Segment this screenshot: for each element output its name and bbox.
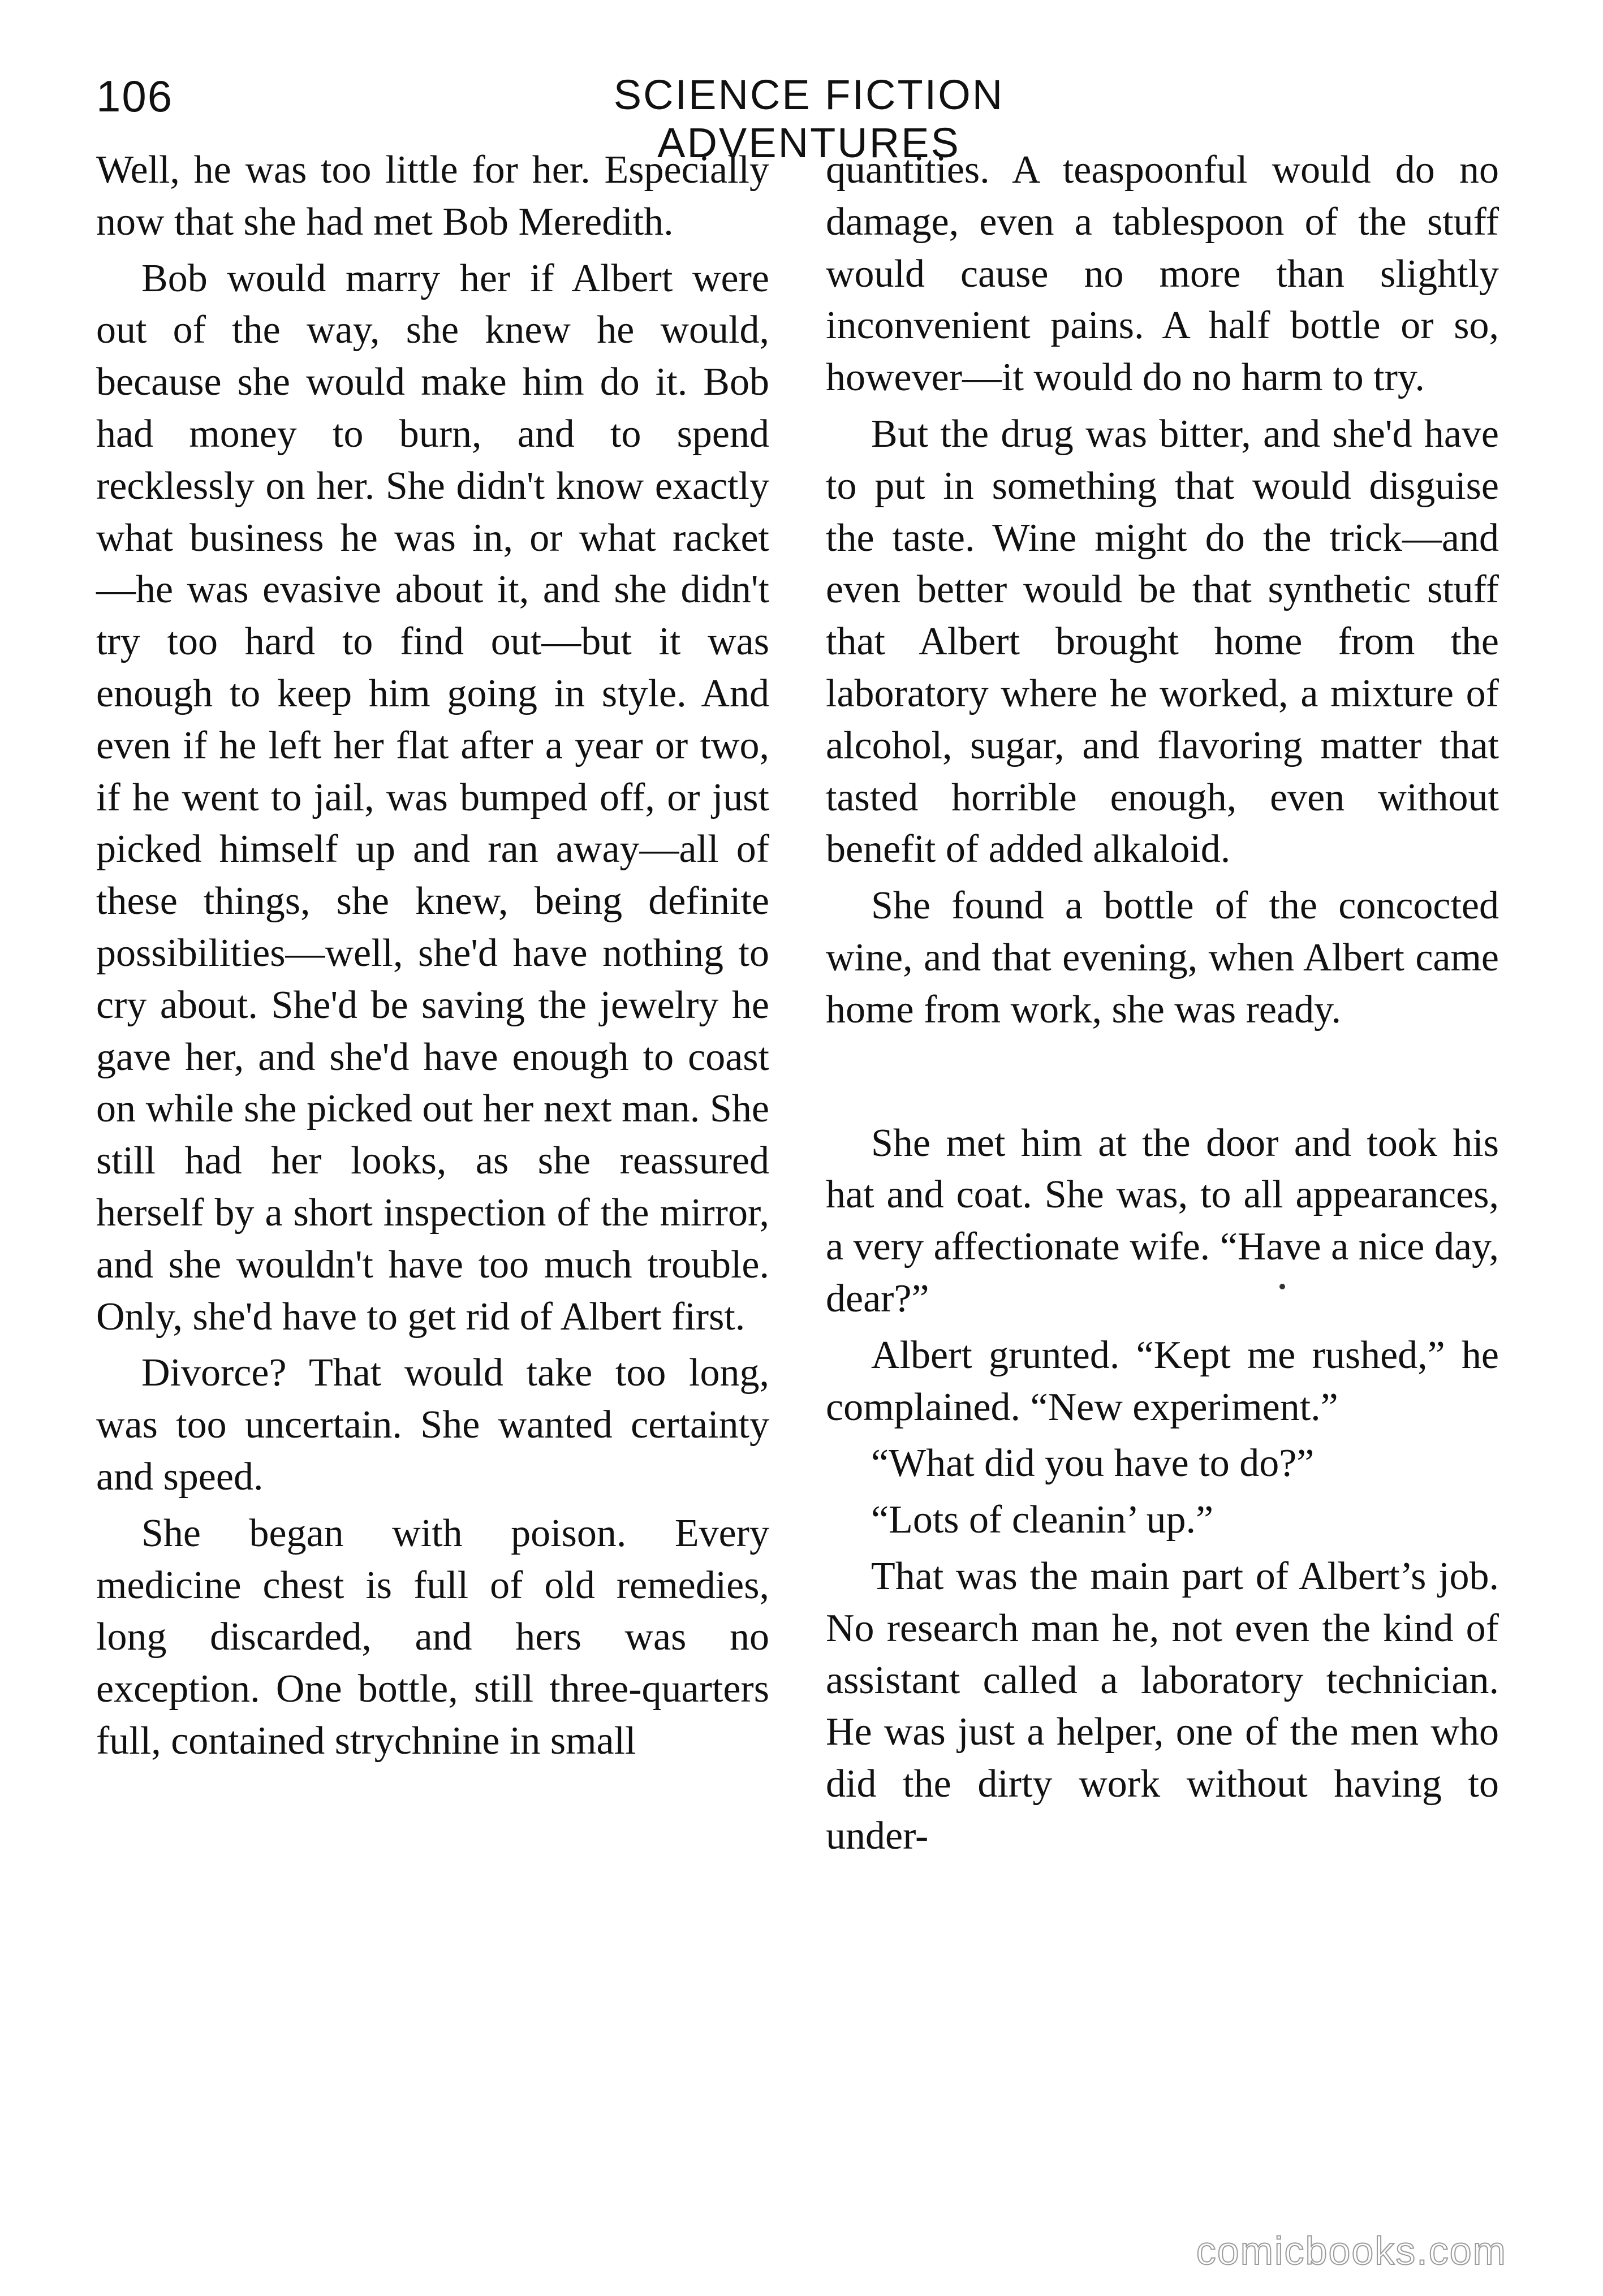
running-head: SCIENCE FICTION ADVENTURES bbox=[613, 71, 1005, 166]
right-column bbox=[826, 144, 1499, 1862]
left-column bbox=[96, 144, 769, 1767]
paragraph: She found a bottle of the concocted wine, and that evening, when Albert came home from work, she was ready. bbox=[826, 884, 1499, 1032]
paragraph: She met him at the door and took his hat and coat. She was, to all appearances, a very affectionate wife. “Have a nice day, dear?” bbox=[826, 1121, 1499, 1320]
paragraph: She began with poison. Every medicine chest is full of old remedies, long discarded, and hers was no exception. One bottle, still three-quarters full, contained strychnine in small bbox=[96, 1511, 769, 1763]
section-break-mark bbox=[1279, 1284, 1285, 1289]
paragraph: Albert grunted. “Kept me rushed,” he complained. “New experiment.” bbox=[826, 1333, 1499, 1429]
paragraph: “Lots of cleanin’ up.” bbox=[871, 1498, 1214, 1542]
paragraph: That was the main part of Albert’s job. No research man he, not even the kind of assistant called a laboratory technician. He was just a helper, one of the men who did the dirty work without having to under- bbox=[826, 1554, 1499, 1858]
page-number: 106 bbox=[96, 71, 174, 121]
paragraph: Divorce? That would take too long, was too uncertain. She wanted certainty and speed. bbox=[96, 1351, 769, 1499]
paragraph: But the drug was bitter, and she'd have to put in something that would disguise the taste. Wine might do the trick—and even better would be that synthetic stuff that Albert brought home from the laboratory where he worked, a mixture of alcohol, sugar, and flavoring matter that tasted horrible enough, even without benefit of added alkaloid. bbox=[826, 412, 1499, 871]
paragraph: quantities. A teaspoonful would do no damage, even a tablespoon of the stuff would cause no more than slightly inconvenient pains. A half bottle or so, however—it would do no harm to try. bbox=[826, 148, 1499, 400]
paragraph: “What did you have to do?” bbox=[871, 1442, 1315, 1486]
watermark: comicbooks.com bbox=[1196, 2229, 1507, 2273]
paragraph: Well, he was too little for her. Especially now that she had met Bob Meredith. bbox=[96, 148, 769, 244]
paragraph: Bob would marry her if Albert were out of the way, she knew he would, because she would make him do it. Bob had money to burn, and to spend recklessly on her. She didn't know exactly what business he was in, or what racket —he was evasive about it, and she didn't try too hard to find out—but it was enough to keep him going in style. And even if he left her flat after a year or two, if he went to jail, was bumped off, or just picked himself up and ran away—all of these things, she knew, being definite possibilities—well, she'd have nothing to cry about. She'd be saving the jewelry he gave her, and she'd have enough to coast on while she picked out her next man. She still had her looks, as she reassured herself by a short inspection of the mirror, and she wouldn't have too much trouble. Only, she'd have to get rid of Albert first. bbox=[96, 256, 769, 1339]
